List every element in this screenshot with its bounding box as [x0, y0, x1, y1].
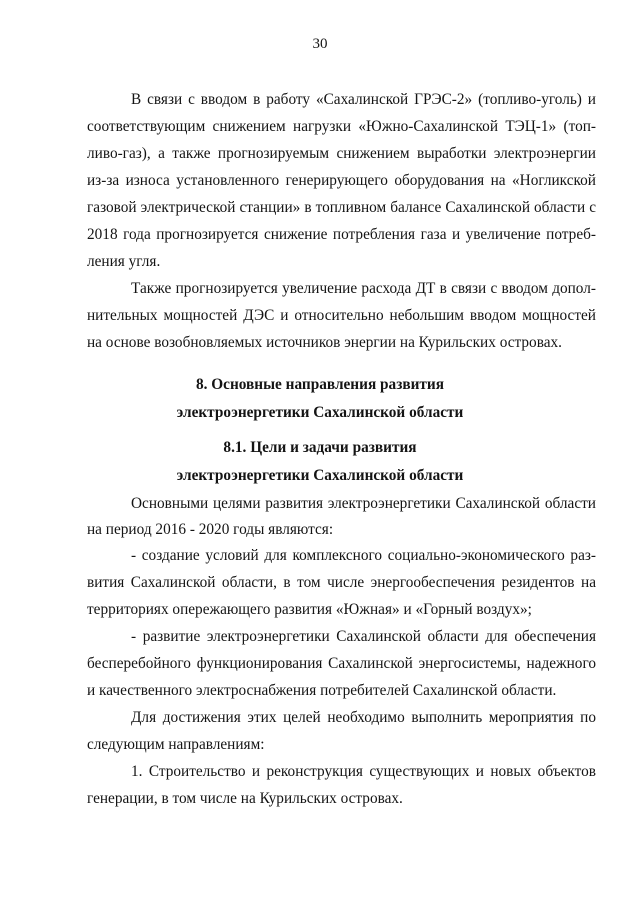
- list-item-line: - создание условий для комплексного социально-экономического раз-: [131, 547, 596, 564]
- numbered-item-line: 1. Строительство и реконструкция существующих и новых объектов: [131, 763, 596, 780]
- paragraph-line: 2018 года прогнозируется снижение потребления газа и увеличение потреб-: [87, 226, 596, 243]
- numbered-item-line: генерации, в том числе на Курильских островах.: [87, 790, 403, 807]
- paragraph-line: следующим направлениям:: [87, 736, 265, 753]
- list-item-line: вития Сахалинской области, в том числе энергообеспечения резидентов на: [87, 574, 596, 591]
- paragraph-line: на основе возобновляемых источников энергии на Курильских островах.: [87, 334, 562, 351]
- paragraph-line: из-за износа установленного генерирующего оборудования на «Ногликской: [87, 172, 596, 189]
- page-number: 30: [312, 36, 328, 52]
- paragraph-line: нительных мощностей ДЭС и относительно небольшим вводом мощностей: [87, 307, 596, 324]
- list-item-line: и качественного электроснабжения потребителей Сахалинской области.: [87, 682, 557, 699]
- list-item-line: бесперебойного функционирования Сахалинской энергосистемы, надежного: [87, 655, 596, 672]
- section-heading: 8. Основные направления развития: [195, 376, 445, 393]
- subsection-heading: электроэнергетики Сахалинской области: [176, 467, 464, 484]
- paragraph-line: газовой электрической станции» в топливном балансе Сахалинской области с: [87, 199, 596, 216]
- paragraph-line: Также прогнозируется увеличение расхода ДТ в связи с вводом допол-: [131, 280, 596, 297]
- list-item-line: территориях опережающего развития «Южная» и «Горный воздух»;: [87, 601, 532, 618]
- paragraph-line: ливо-газ), а также прогнозируемым снижением выработки электроэнергии: [87, 145, 596, 162]
- list-item-line: - развитие электроэнергетики Сахалинской области для обеспечения: [131, 628, 596, 645]
- paragraph-line: Основными целями развития электроэнергетики Сахалинской области: [131, 495, 596, 512]
- paragraph-line: В связи с вводом в работу «Сахалинской ГРЭС-2» (топливо-уголь) и: [131, 91, 596, 108]
- paragraph-line: на период 2016 - 2020 годы являются:: [87, 521, 334, 538]
- paragraph-line: ления угля.: [87, 253, 161, 270]
- paragraph-line: Для достижения этих целей необходимо выполнить мероприятия по: [131, 709, 596, 726]
- subsection-heading: 8.1. Цели и задачи развития: [223, 439, 417, 456]
- section-heading: электроэнергетики Сахалинской области: [176, 404, 464, 421]
- paragraph-line: соответствующим снижением нагрузки «Южно-Сахалинской ТЭЦ-1» (топ-: [87, 118, 596, 135]
